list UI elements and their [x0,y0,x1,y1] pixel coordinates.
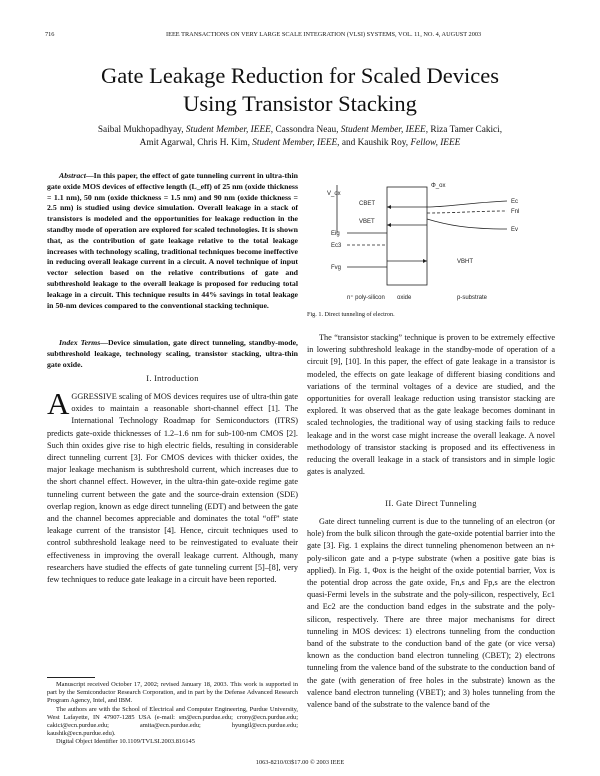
footnotes [47,681,298,747]
label-oxide: oxide [397,295,412,301]
label-eig: Eig [331,231,340,237]
author-list [40,124,560,150]
copyright-line: 1063-8210/03$17.00 © 2003 IEEE [255,759,345,766]
vbet-arrowhead [387,223,391,227]
page-number: 716 [45,31,55,38]
footnote-doi: Digital Object Identifier 10.1109/TVLSI.2003.816145 [56,738,195,746]
section-heading-gate-direct-tunneling: II. Gate Direct Tunneling [385,499,477,508]
title-line-2: Using Transistor Stacking [183,91,417,116]
index-terms-label: Index Terms— [59,338,109,347]
figure-1-caption: Fig. 1. Direct tunneling of electron. [307,311,395,318]
index-terms [47,338,298,370]
author: Cassondra Neau, [275,125,339,135]
footnote-rule [47,677,95,678]
author-membership: Student Member, IEEE, [340,125,429,135]
oxide-barrier [387,187,427,285]
author: Saibal Mukhopadhyay, [97,125,184,135]
label-fnl: Fnl [511,209,520,215]
label-npoly: n⁺ poly-silicon [347,295,385,301]
cbet-arrowhead [387,205,391,209]
running-header: IEEE TRANSACTIONS ON VERY LARGE SCALE INTEGRATION (VLSI) SYSTEMS, VOL. 11, NO. 4, AUGUST 2003 [166,31,482,38]
drop-cap: A [47,386,70,421]
author-membership: Student Member, IEEE, [252,138,340,148]
intro-lead-word: GGRESSIVE [71,392,117,401]
substrate-ec-line [427,201,507,207]
author-membership: Fellow, IEEE [410,138,461,148]
paper-title [0,62,600,118]
substrate-fermi-line [427,211,507,213]
label-ec3: Ec3 [331,243,342,249]
author: Amit Agarwal, Chris H. Kim, [139,138,250,148]
label-vbet: VBET [359,219,375,225]
section-heading-introduction: I. Introduction [146,374,199,383]
label-cbet: CBET [359,201,376,207]
author: Riza Tamer Cakici, [430,125,503,135]
abstract-text: In this paper, the effect of gate tunneling current in ultra-thin gate oxide MOS devices of effective length (L_eff) of 25 nm (oxide thickness = 1.1 nm), 50 nm (oxide thickness = 1.5 nm) and 90 nm (oxide thickness = 2.5 nm) is studied using device simulation. Overall leakage in a stack of transistors is modeled and the opportunities for leakage reduction in the standby mode of operation are explored for scaled technologies. It is shown that, as the contribution of gate leakage relative to the total leakage increases with technology scaling, traditional techniques become ineffective in reducing overall leakage current in a circuit. A novel technique of input vector selection based on the relative contributions of gate and subthreshold leakage to the overall leakage is proposed for reducing total leakage in a circuit. This technique results in 44% savings in total leakage in 50-nm devices compared to the conventional stacking technique. [47,171,298,310]
introduction-body [47,386,298,586]
footnote-manuscript: Manuscript received October 17, 2002; revised January 18, 2003. This work is supported in part by the Semiconductor Research Corporation, and in part by the Defense Advanced Research Program Agency, Intel, and IBM. [47,681,298,705]
label-ev: Ev [511,227,519,233]
intro-text: scaling of MOS devices requires use of ultra-thin gate oxides to maintain a reasonable short-channel effect [1]. The International Technology Roadmap for Semiconductors (ITRS) predicts gate-oxide thicknesses of 1.2–1.6 nm for sub-100-nm CMOS [2]. Such thin oxides give rise to high electric fields, resulting in considerable direct tunneling current [3]. For CMOS devices with thicker oxides, the major leakage mechanism is subthreshold current, which increases due to the short channel effect. However, in the ultra-thin gate-oxide regime gate tunneling current between the gate and the source-drain extension (SDE) overlap region, known as edge direct tunneling (EDT) and between the gate and the channel becomes appreciable and dominates the total “off” state leakage current of the transistor [4]. Hence, circuit techniques used to control subthreshold leakage need to be reinvestigated to evaluate their effectiveness in improving the overall leakage current. Although, many researchers have studied the effects of gate tunneling current [5]–[8], very few techniques to reduce gate leakage in a circuit have been reported. [47,392,298,585]
label-vox: V_ox [327,191,341,197]
gate-tunneling-body [307,516,555,711]
footnote-affiliation: The authors are with the School of Electrical and Computer Engineering, Purdue University, West Lafayette, IN 47907-1285 USA (e-mail: sm@ecn.purdue.edu; crony@ecn.purdue.edu; cakici@ecn.purdue.edu; amita@ecn.purdue.edu; hyungil@ecn.purdue.edu; kaushik@ecn.purdue.edu). [47,705,298,738]
gate-tunneling-paragraph: Gate direct tunneling current is due to the tunneling of an electron (or hole) from the bulk silicon through the gate-oxide potential barrier into the gate [3]. Fig. 1 explains the direct tunneling phenomenon between an n+ poly-silicon gate and a p-type substrate (when a positive gate bias is applied). In Fig. 1, Φox is the height of the oxide potential barrier, Vox is the potential drop across the gate oxide, Fn,s and Fp,s are the electron quasi-Fermi levels in the substrate and the poly-silicon, respectively, Ec1 and Ec2 are the conduction band edges in the substrate and the poly-silicon, respectively. There are three major mechanisms for direct tunneling in MOS devices: 1) electrons tunneling from the conduction band of the substrate to the conduction band of the gate (or vice versa) known as the conduction band electron tunneling (CBET); 2) electrons tunneling from the valence band of the substrate to the conduction band of the gate (with generation of free holes in the substrate) known as the valence band electron tunneling (VBET); and 3) holes tunneling from the valence band of the substrate to the valence band of the [307,517,555,710]
figure-1 [307,175,551,310]
author-membership: Student Member, IEEE, [185,125,274,135]
title-line-1: Gate Leakage Reduction for Scaled Devices [101,63,499,88]
label-phi-ox: Φ_ox [431,183,446,189]
author: and Kaushik Roy, [341,138,409,148]
label-ec: Ec [511,199,519,205]
substrate-ev-line [427,219,507,229]
abstract [47,171,298,311]
right-column-intro-continued [307,332,555,478]
band-diagram [307,175,551,305]
label-vbht: VBHT [457,259,474,265]
index-terms-text: Device simulation, gate direct tunneling, standby-mode, subthreshold leakage, technology scaling, transistor stacking, ultra-thin gate oxide. [47,338,298,369]
label-fvg: Fvg [331,265,342,271]
vbht-arrowhead [423,259,427,263]
stacking-paragraph: The “transistor stacking” technique is proven to be extremely effective in lowering subthreshold leakage in the standby-mode of operation of a circuit [9], [10]. In this paper, the effect of gate leakage in a transistor is modeled, the effects on gate leakage of different biasing conditions and variations of the terminal voltages of a device are studied, and the opportunities for overall leakage reduction using transistor stacking are explored. It was observed that as the gate leakage becomes dominant in scaled technologies, the traditional way of using stacking fails to reduce leakage and in the worst case might increase the overall leakage. A novel methodology of transistor stacking is proposed and its effectiveness in reducing the overall leakage in a stack of transistors and in simple logic gates is analyzed. [307,333,555,477]
abstract-label: Abstract— [59,171,94,180]
label-psub: p-substrate [457,295,488,301]
